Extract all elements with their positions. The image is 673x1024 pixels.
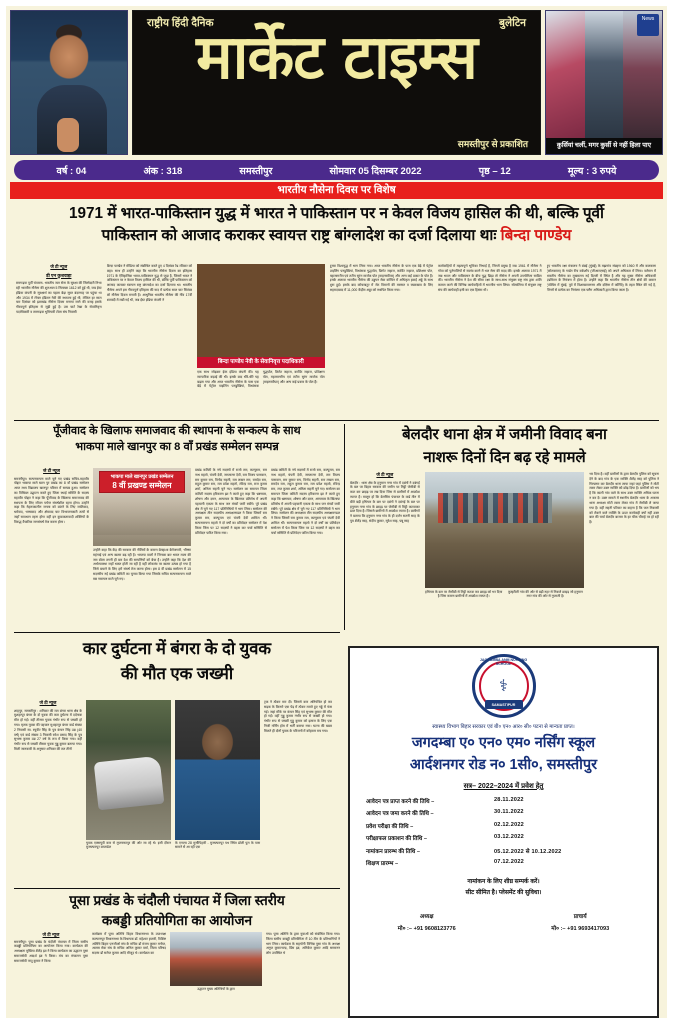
- accident-byline: जे टी न्यूज: [39, 700, 57, 705]
- lead-byline-reporter: डी एन कुशवाहा: [46, 272, 72, 278]
- ad-contact-phone[interactable]: मो० :– +91 9608123776: [397, 926, 456, 932]
- kabaddi-photo: [170, 932, 262, 986]
- accident-photo-victim: [175, 700, 260, 840]
- lead-column-2-text: बिन्दा पाण्डेय ने मीडिया को संबोधित करते हुए 4 दिसंबर रेड रविवार को कहा। साथ ही उन्होंने कहा कि भारतीय नौसेना दिवस का इतिहास 1971 के ऐतिहासिक भारत-पाकिस्तान युद्ध से जुड़ा है, जिसमें भारत ने पाकिस्तान पर न केवल विजय हासिल की थी, बल्कि पूर्वी पाकिस्तान को आजाद कराकर स्वायत्त राष्ट्र बांग्लादेश का दर्जा दिलाया था। भारतीय नौसेना अपने इस गौरवपूर्ण इतिहास की याद में प्रत्येक साल चार सितंबर को नौसेना दिवस मनाती है। आधुनिक भारतीय नौसेना की नींव 17वीं शताब्दी में रखी गई थी, जब ईस्ट इंडिया कंपनी ने: [106, 264, 193, 302]
- cpiml-photo-seated-row: [93, 501, 191, 535]
- ad-row-value: 30.11.2022: [494, 809, 524, 815]
- cpiml-headline: [14, 424, 340, 455]
- kabaddi-photo-block: [170, 932, 262, 1016]
- lead-column-5: [438, 264, 542, 416]
- cpiml-banner-big: 8 वीं प्रखण्ड सम्मेलन: [112, 480, 172, 490]
- cpiml-photo: [93, 468, 191, 546]
- accident-column-1: [14, 700, 82, 886]
- cpiml-column-3-text: प्रखंड कमिटी के नये सदस्यों में राजो राम, कल्पूराम, राम नाथ महतो, चंपनी देवी, जगतारण देवी, राम विजय पासवान, राम कुमार राय, विनोद सहनी, राम लखन राम, रामदेव राम, राहुल कुमार राम, राम प्रवेश महतो, रविन्द्र राम, राज कुमार शर्मा, अनिता सहनी चुने गए। सम्मेलन का समापन जिला कमिटी सदस्य हरिकान्त झा ने करते हुए कहा कि भ्रष्टाचार, शोषण और दमन, अत्याचार के खिलाफ प्रतिरोध में अपनी पहचानी एकता के साथ जन मंच्चों जारी रखेंगे। पूरे प्रखंड क्षेत्र में चुने गए 117 प्रतिनिधियों ने भाग लिया। सम्मेलन की अध्यक्षता तीन सदस्यीय अध्यक्षमण्डल ने किया जिसमें राम कुमार राम, कल्पूराम एवं चंपनी देवी शामिल थीं। सत्यनारायण महतो ने दो वर्षों का प्रतिवेदन सम्मेलन में पेश किया जिस पर 12 सदस्यों ने बहस कर चर्चा सम्मिति से प्रतिवेदन पारित किया गया।: [195, 468, 267, 535]
- masthead-right-photo: [545, 10, 663, 155]
- issue-info-bar: [14, 160, 659, 180]
- lead-column-5-text: कार्यवाहियों में महत्वपूर्ण भूमिका निभाई है, जिनमें प्रमुख है जब 1961 में नौसेना ने गोवा को पुर्तगालियों से स्वतंत्र करने में थल सेना की मदद की। इसके अलावा 1971 में जब भारत और पाकिस्तान के बीच युद्ध छिड़ा तो नौसेना ने अपनी उपयोगिता साबित की। भारतीय नौसेना ने देश की सीमा रक्षा के साथ-साथ संयुक्त राष्ट्र संघ द्वारा शांति कायम करने की विभिन्न कार्यवाहियों में भारतीय भाग लिया। सोमालिया में संयुक्त राष्ट्र संघ की कार्यवाही इसी का एक हिस्सा थी।: [438, 264, 542, 293]
- kabaddi-column-3: [266, 932, 340, 1016]
- lead-headline: [14, 203, 659, 246]
- ad-school-name: [350, 733, 657, 777]
- masthead-nameplate: [132, 10, 541, 155]
- kabaddi-column-1: [14, 932, 88, 1016]
- kabaddi-headline-line1: पूसा प्रखंड के चंदौली पंचायत में जिला स्तरीय: [69, 893, 285, 908]
- stethoscope-icon: ⚕: [487, 669, 521, 703]
- divider-lead-bottom: [14, 420, 659, 421]
- kabaddi-column-1-text: समस्तीपुर: पूसा प्रखंड के चंदौली पंचायत में जिला स्तरीय कबड्डी प्रतियोगिता का आयोजन किया गया। कार्यक्रम की अध्यक्षता मुखिया शैलेंद्र झा ने किया कार्यक्रम का उद्घाटन पूसा समाजसेवी आदर्श झा ने किया। मंच का संचालन पूसा समाजसेवी पप्पू कुमार ने किया: [14, 939, 88, 963]
- lead-column-6: [547, 264, 656, 416]
- ad-schedule-row: [366, 809, 641, 817]
- seal-band: [485, 700, 523, 709]
- ad-contact-role: प्राचार्य: [573, 914, 587, 920]
- kabaddi-headline-line2: कबड्डी प्रतियोगिता का आयोजन: [101, 912, 253, 928]
- info-place: समस्तीपुर: [239, 165, 273, 177]
- ad-schedule-row: [366, 847, 641, 855]
- lead-headline-line2-wrap: [14, 225, 659, 247]
- ad-row-label: परीक्षाफल प्रकाशन की तिथि –: [366, 836, 428, 842]
- beldaur-body: [350, 472, 659, 628]
- ad-row-label: आवेदन पत्र प्राप्त करने की तिथि –: [366, 798, 435, 805]
- ad-contacts: [350, 912, 657, 932]
- beldaur-photo-villagers: [438, 493, 553, 523]
- ad-approval-text: स्वास्थ्य विभाग बिहार सरकार एवं बी० एन० आर० सी० पटना से मान्यता प्राप्त।: [432, 724, 575, 730]
- accident-photo-man-block: [175, 700, 260, 886]
- ad-row-label: नामांकन प्रारम्भ की तिथि –: [366, 848, 421, 855]
- lead-body: [16, 264, 656, 416]
- lead-column-6-text: हुए भारतीय रक्षा मंत्रालय ने बंबई (मुंबई) के मझगांव संग्रहण को 1960 में और कलकत्ता (कोलकाता) के गार्डन रीच वर्कशॉप (जीआरएसई) को अपने अधिकार में लिया। वर्तमान में भारतीय नौसेना का मुख्यालय नई दिल्ली में स्थित है और यह मुख्य नौसेना अधिकारी एडमिरल के नियंत्रण में होता है। उन्होंने कहा कि भारतीय नौसेना तीन क्षेत्रों की कमान (पश्चिम में मुंबई, पूर्व में विशाखापत्तनम और दक्षिण में कोच्चि) के तहत स्थित की गई है, जिनमें से प्रत्येक का नियंत्रण एक फ्लैग अधिकारी द्वारा किया जाता है।: [546, 264, 656, 293]
- lead-byline-agency: जे टी न्यूज: [50, 264, 68, 269]
- beldaur-caption-right: कुम्हरौली गांव की ओर से बड़ी नहर से निकले छाइड़ जो हनुमान नगर गांव की ओर से गुजरती है।: [507, 590, 583, 599]
- ad-row-value: 02.12.2022: [494, 821, 524, 828]
- kabaddi-headline: [14, 891, 340, 930]
- cpiml-body: [14, 468, 340, 628]
- ad-note-contact: नामांकन के लिए शीघ्र सम्पर्क करें।: [467, 879, 540, 885]
- cpiml-column-2-text: उन्होंने कहा कि केंद्र की सरकार की नीतियों के कारण बेतहाशा बेरोजगारी, भीषण महंगाई एवं अन्य खतरा बढ़ रही है। भाजपा वालों ने जिनका बार भारत माता की जय बोला ठगनी ही बार देश की सम्पत्तियों को बेचा है। उन्होंने कहा कि देश की अर्थव्यवस्था जहाँ ध्वस्त होती जा रही है वहीं लोकतंत्र पर खतरा उत्पन्न हो गया है जिसे बचाने के लिए हमें संघर्ष तेज करना होगा। इस 8 वीं प्रखंड सम्मेलन में 15 सदस्यीय नई प्रखंड कमिटी का चुनाव किया गया जिसके सचिव सत्यनारायण माले मन्न नारायण माले चुने गए।: [93, 548, 191, 581]
- lead-photo-undertext: एक साथ जोड़कर ईस्ट इंडिया कंपनी की। यह व्यापारिक कड़ाई की थी। इसके बाद धीरे-धीरे यह बढ़ता गया और आज भारतीय नौसेना के पास एक बेड़े में पेट्रोल पाइलिंग पनडुब्बियां, विध्वंसक युद्धपोत, फ्रिगेट जहाज, कार्विट जहाज, प्रशिक्षण पोत, महासागरीय एवं तटीय सुरंग मार्जक पोत (माइनस्वीपर) और अन्य कई प्रकार के पोत हैं।: [197, 370, 325, 389]
- newspaper-title: मार्केट टाइम्स: [196, 22, 477, 93]
- beldaur-headline: [350, 424, 659, 470]
- lead-headline-line2: पाकिस्तान को आजाद कराकर स्वायत्त राष्ट्र बांग्लादेश का दर्जा दिलाया थाः: [101, 226, 497, 244]
- info-issue: अंक : 318: [143, 165, 183, 177]
- cpiml-headline-line1: पूँजीवाद के खिलाफ समाजवाद की स्थापना के सन्कल्प के साथ: [53, 425, 301, 437]
- ad-row-label: शिक्षण प्रारम्भ –: [366, 861, 399, 867]
- ad-row-value: 28.11.2022: [494, 796, 524, 803]
- beldaur-column-2-text: भर दिया है। वहीं ग्रामीणों के द्वारा बेलदौर पुलिस को सूचना देने के बाद गांव के एक व्यक्ति शैलेंद्र साह को पुलिस ने गिरफ्तार कर बेलदौर थाना लाया जहां जहां पुलिस ने मोटी रकम लेकर उक्त व्यक्ति को छोड़ दिया है। ग्रामीणों को भय है कि काली गांव वाले के साथ उक्त व्यक्ति अधिक घटना न कर दें। उक्त मामले में स्थानीय बेलदौर थाना के अफसर थाना अध्यक्षा मोटी रकम लेकर गांव में जेसीबी ले जाया गया है। वहीं सहनी परिवार का कहना है कि जल निकासी को रोकने वाले व्यक्ति के ऊपर कार्यवाही क्यों नहीं उक्त बात की चर्चा बेलदौर बाजार के हर चौक चौराहे पर हो रही है।: [589, 472, 659, 525]
- beldaur-headline-line2: नाशरू दिनों दिन बढ़ रहे मामले: [423, 448, 586, 466]
- lead-column-4-text: दूसरा विश्वयुद्ध में भाग लिया गया। आज भारतीय नौसेना के पास एक बेड़े में पेट्रोल पाइलिंग पनडुब्बियां, विध्वंसक युद्धपोत, फ्रिगेट जहाज, कार्विट जहाज, प्रशिक्षण पोत, महासागरीय एवं तटीय सुरंग मार्जक पोत (माइनस्वीपर) और अन्य कई प्रकार के पोत हैं। इसके अलावा भारतीय नौसेना की उड्डयन सेवा कोचिन में अधिकृत हवाई अड्डे के साथ शुरू हुई। इसके बाद कोचम्बटूर में जेट विमानों की मरम्मत व रखरखाव के लिए अहमदाबाद में 11,000 केंद्रीय अड्डा को स्थापित किया गया।: [329, 264, 434, 293]
- kabaddi-column-2-text: कार्यक्रम में पूसा अतिथि विहार विधानसभा के उपाध्यक्ष कल्याणपुर विधानसभा के विधायक डॉ. महेश्वर हजारी, विशिष्ट अतिथि बिहार एनजीओ संघ के सचिव डॉ मंजय कुमार मनोज, आमस सेवा संघ के सचिव अनिल कुमार वर्मा, जिला परिषद सदस्य डॉ सरोज कुमार आदि मौजूद थे। कार्यक्रम का: [92, 932, 166, 956]
- seal-text-top: JAGDAMBA ANM NURSING SCHOOL: [479, 658, 528, 666]
- cpiml-photo-block: [93, 468, 191, 628]
- ad-contact-phone[interactable]: मो० :– +91 9693417093: [551, 926, 610, 932]
- ad-row-label: प्रवेश परीक्षा की तिथि –: [366, 823, 414, 830]
- cpiml-column-1: [14, 468, 89, 628]
- beldaur-headline-line1: बेलदौर थाना क्षेत्र में जमीनी विवाद बना: [402, 426, 607, 443]
- cpiml-column-1-text: समस्तीपुर। सत्यनारायण माले चुने गए प्रखंड सचिव-महावीर पोद्दार भाकपा माले खान पुर प्रखंड का 8 वाँ प्रखंड सम्मेलन आज मध्य विद्यालय खानपुर परिसर में सम्पन्न हुआ। सम्मेलन का विधिवत उद्घाटन करते हुए जिला स्थाई समिति के सदस्य महावीर पोद्दार ने कहा कि पूँजीवाद के खिलाफ समाजवाद की स्थापना के लिए जीवन पर्यन्त संघर्षशील रहना होगा। उन्होंने कहा कि नेहरूकालीन जनता को बांटने के लिए जातिवाद, धर्मवाद, भाषावाद और क्षेत्रवाद चार विभाजनकारी तत्वों से जहाँ सावधान रहना होगा वहीं इन कुफ्रकतावादी शक्तियों के विरुद्ध वैचारिक जनसंघर्ष तेज करना होगा।: [14, 476, 89, 524]
- school-seal-logo: [472, 654, 536, 718]
- info-price: मूल्य : 3 रुपये: [567, 165, 617, 177]
- ad-row-value: 07.12.2022: [494, 859, 524, 865]
- info-year: वर्ष : 04: [56, 165, 87, 177]
- photo-strip-1: [546, 11, 585, 138]
- accident-photo-car: [86, 700, 171, 840]
- lead-column-1: [16, 264, 102, 416]
- ad-school-name-line1: जगदम्बा ए० एन० एम० नर्सिंग स्कूल: [411, 735, 596, 751]
- cpiml-column-4: [271, 468, 340, 628]
- ad-schedule-table: [366, 797, 641, 868]
- ad-schedule-row: [366, 797, 641, 805]
- cpiml-column-4-text: प्रखंड कमिटी के नये सदस्यों में राजो राम, कल्पूराम, राम नाथ महतो, चंपनी देवी, जगतारण देवी, राम विजय पासवान, राम कुमार राय, विनोद सहनी, राम लखन राम, रामदेव राम, राहुल कुमार राम, राम प्रवेश महतो, रविन्द्र राम, राज कुमार शर्मा, अनिता सहनी चुने गए। सम्मेलन का समापन जिला कमिटी सदस्य हरिकान्त झा ने करते हुए कहा कि भ्रष्टाचार, शोषण और दमन, अत्याचार के खिलाफ प्रतिरोध में अपनी पहचानी एकता के साथ जन मंच्चों जारी रखेंगे। पूरे प्रखंड क्षेत्र में चुने गए 117 प्रतिनिधियों ने भाग लिया। सम्मेलन की अध्यक्षता तीन सदस्यीय अध्यक्षमण्डल ने किया जिसमें राम कुमार राम, कल्पूराम एवं चंपनी देवी शामिल थीं। सत्यनारायण महतो ने दो वर्षों का प्रतिवेदन सम्मेलन में पेश किया जिस पर 12 सदस्यों ने बहस कर चर्चा सम्मिति से प्रतिवेदन पारित किया गया।: [271, 468, 340, 535]
- divider-mid-vertical: [344, 424, 345, 630]
- news-logo-icon: News: [637, 14, 659, 36]
- lead-column-4: [330, 264, 434, 416]
- masthead-left-photo: [10, 10, 128, 155]
- ad-contact-president: [398, 912, 456, 932]
- info-pages: पृष्ठ – 12: [478, 165, 511, 177]
- lead-headline-line1: 1971 में भारत-पाकिस्तान युद्ध में भारत ने पाकिस्तान पर न केवल विजय हासिल की थी, बल्कि पूर्वी: [68, 205, 605, 222]
- accident-column-1-text: शाहपुर, समस्तीपुर : शनिवार की रात बंगरा थाना क्षेत्र के मुशहरपुर बंगरा के दो युवक की कार दुर्घटना में दर्दनाक मौत हो गई। वहीं तीसरा युवक गंभीर रूप से जख्मी हो गया। मृतक युवक की पहचान मुशहरपुर बंगरा वार्ड संख्या 2 निवासी स्व. रघुवीर सिंह के पुत्र कंचन सिंह उम्र (40 वर्ष) एवं वार्ड संख्या 3 निवासी रमेश प्रसाद सिंह के पुत्र सुभाष कुमार उम्र 27 वर्ष के रूप में किया गया। वहीं गंभीर रूप से जख्मी तीसरा युवक गुड्डू कुमार बताया गया। मिली जानकारी के अनुसार शनिवार की रात तीनों: [14, 708, 82, 752]
- ad-note-seats: सीट सीमित है। प्लेसमेंट की सुविधा।: [465, 890, 542, 896]
- lead-photo-caption: बिन्दा पाण्डेय नेवी के सेवानिवृत्त पदाधिकारी: [197, 357, 324, 368]
- masthead-kicker-left: राष्ट्रीय हिंदी दैनिक: [147, 17, 214, 29]
- beldaur-column-1: [350, 472, 420, 628]
- seal-band-text: SAMASTIPUR: [491, 702, 516, 707]
- ad-session-heading: सत्र– 2022–2024 में प्रवेश हेतु: [463, 782, 544, 790]
- ad-contact-principal: [551, 912, 609, 932]
- wrecked-car-shape: [94, 755, 165, 809]
- photo-strip-2: [585, 11, 624, 138]
- cpiml-banner-small: भाकपा माले खानपुर प्रखंड सम्मेलन: [110, 474, 174, 481]
- info-date: सोमवार 05 दिसम्बर 2022: [329, 165, 422, 177]
- kabaddi-photo-caption: उद्घाटन मुख्य अतिथियों के द्वारा: [197, 987, 235, 991]
- divider-accident-bottom: [14, 888, 340, 889]
- beldaur-photo-block: [425, 472, 584, 628]
- special-strap: भारतीय नौसेना दिवस पर विशेष: [10, 182, 663, 199]
- accident-headline: [14, 637, 340, 687]
- ad-row-value: 03.12.2022: [494, 834, 524, 840]
- ad-school-name-line2: आर्दशनगर रोड न० 1सी०, समस्तीपुर: [409, 756, 598, 773]
- ad-schedule-row: [366, 834, 641, 842]
- accident-photo-car-block: [86, 700, 171, 886]
- cpiml-byline: जे टी न्यूज: [43, 468, 60, 473]
- kabaddi-column-3-text: गया। पूसा अतिथि के द्वारा युवाओं को संबोधित किया गया। जिला स्तरीय कबड्डी प्रतियोगिता में 10 टीम के प्रतिभागियों ने भाग लिया। कार्यक्रम के सहयोगी विभिन्न पूसा गांव के अध्यक्ष अनुज कुमारचन्द्र, प्रिंस झा, अनिकेत कुमार आदि सम्मानन लोग उपस्थित थे: [266, 932, 340, 956]
- published-from: समस्तीपुर से प्रकाशित: [457, 139, 528, 149]
- ad-schedule-row: [366, 822, 641, 830]
- lead-photo-block: [197, 264, 324, 416]
- lead-column-2: [107, 264, 193, 416]
- masthead-kicker-right: बुलेटिन: [499, 17, 526, 29]
- cpiml-headline-line2: भाकपा माले खानपुर का 8 वाँ प्रखंड सम्मेलन सम्पन्न: [75, 440, 279, 453]
- lead-headline-credit: बिन्दा पाण्डेय: [500, 226, 572, 244]
- masthead: [10, 10, 663, 155]
- nursing-school-advertisement: [348, 646, 659, 1018]
- kabaddi-body: [14, 932, 340, 1016]
- beldaur-caption-row: [425, 589, 584, 599]
- kabaddi-column-2: [92, 932, 166, 1016]
- beldaur-caption-left: हथियार के बल पर जेसीबी से मिट्टी कटवा कर छाइड़ को भर दिया है जिस कारण ग्रामीणों में आक्रोश व्याप्त है।: [424, 590, 503, 599]
- beldaur-photo: [425, 472, 584, 588]
- divider-cpiml-bottom: [14, 632, 340, 633]
- cpiml-column-3: [195, 468, 267, 628]
- kabaddi-byline: जे टी न्यूज: [42, 932, 60, 937]
- cpiml-photo-banner: [99, 471, 185, 493]
- accident-headline-line2: की मौत एक जख्मी: [120, 664, 234, 683]
- ad-contact-role: अध्यक्ष: [419, 914, 434, 920]
- beldaur-column-2: [589, 472, 659, 628]
- lead-photo: [197, 264, 324, 368]
- accident-caption-right: के एनएच 28 मुसौपिहारी - मुजफ्फरपुर पथ स्थित ढोली पुल के पास सामने से आ रही एक: [175, 841, 260, 850]
- ad-row-value: 05.12.2022 से 10.12.2022: [494, 848, 562, 855]
- accident-column-2-text: ट्रक ने ठोकर मार दी। जिससे कार अनियंत्रित हो कर सड़क के किनारे एक पेड़ में ठोकर मारते हुए गड्ढे में फंस गई। जहां मौके पर कंचन सिंह एवं सुभाष कुमार की मौत हो गई। वहीं गुड्डू कुमार गंभीर रूप से जख्मी हो गया। गंभीर रूप से जख्मी गुड्डू कुमार को इलाज के लिए एक निजी नर्सिंग होम में भर्ती कराया गया। घटना की खबर मिलते ही दोनों युवक के परिजनों में कोहराम मच गया।: [264, 700, 332, 733]
- lead-column-1-text: रामगढ़वा पूर्वी चंपारण- भारतीय जल सेना के सुरक्षा की जिम्मेदारी निभा रही भारतीय नौसेना की शुरुआत 5 सितम्बर 1612 को हुई थी, जब ईस्ट इंडिया कंपनी के सुरक्षार्थ का पहला बेड़ा सूरत बंदरगाह पर पहुंचा था और 1934 में रॉयल इंडियन नेवी की स्थापना हुई थी, लेकिन हर साल चार दिसंबर को झारखंड नौसेना दिवस मनाया जाने की वजह इसके गौरवपूर्ण इतिहास से जुड़ी हुई है। उस चार्ट रेखा के सेवानिवृत्त पदाधिकारी व रामगढ़वा थुमियारी टोला संघ निवासी: [16, 281, 102, 314]
- accident-column-2: [264, 700, 332, 886]
- ad-schedule-row: [366, 859, 641, 867]
- beldaur-column-1-text: बेलदौर : थाना क्षेत्र के हनुमान नगर गांव में दबंगों ने दबंगई के बल पर बिहार सरकार की जमीन पर मिट्टी जेसीबी से काट कर छाइड़ पर रख दिया जिस से ग्रामीणों में आक्रोश व्याप्त है। मालूम हो कि बेलसिम पंचायत के वार्ड तीन में बीते बड़ी हथियार के बल पर दबंगों ने दबंगई के बल पर हनुमान नगर गांव के छाइड़ पर जेसीबी से मिट्टी कटवाकर डाल दिया है। जिससे ग्रामीणों में आक्रोश व्याप्त है। ग्रामीणों ने बताया कि हनुमान नगर गांव के ही दर्जन सतनी साह के पुत्र शैलेंद्र साह, संदीप कुमार, सुरेश साह, पन्नू साह: [350, 480, 420, 524]
- accident-caption-left: युवक एक्सयूवी कार से मुजफ्फरपुर की ओर जा रहे थे। इसी दौरान मुजफ्फरपुर बाजाडेल: [86, 841, 171, 850]
- ad-row-label: आवेदन पत्र जमा करने की तिथि –: [366, 811, 434, 817]
- masthead-right-photo-caption: कुर्सियां चलीं, मगर कुर्सी से नहीं हिला पाए: [546, 138, 662, 154]
- beldaur-byline: जे टी न्यूज: [376, 472, 394, 477]
- accident-body: [14, 700, 340, 886]
- accident-headline-line1: कार दुर्घटना में बंगरा के दो युवक: [82, 640, 272, 658]
